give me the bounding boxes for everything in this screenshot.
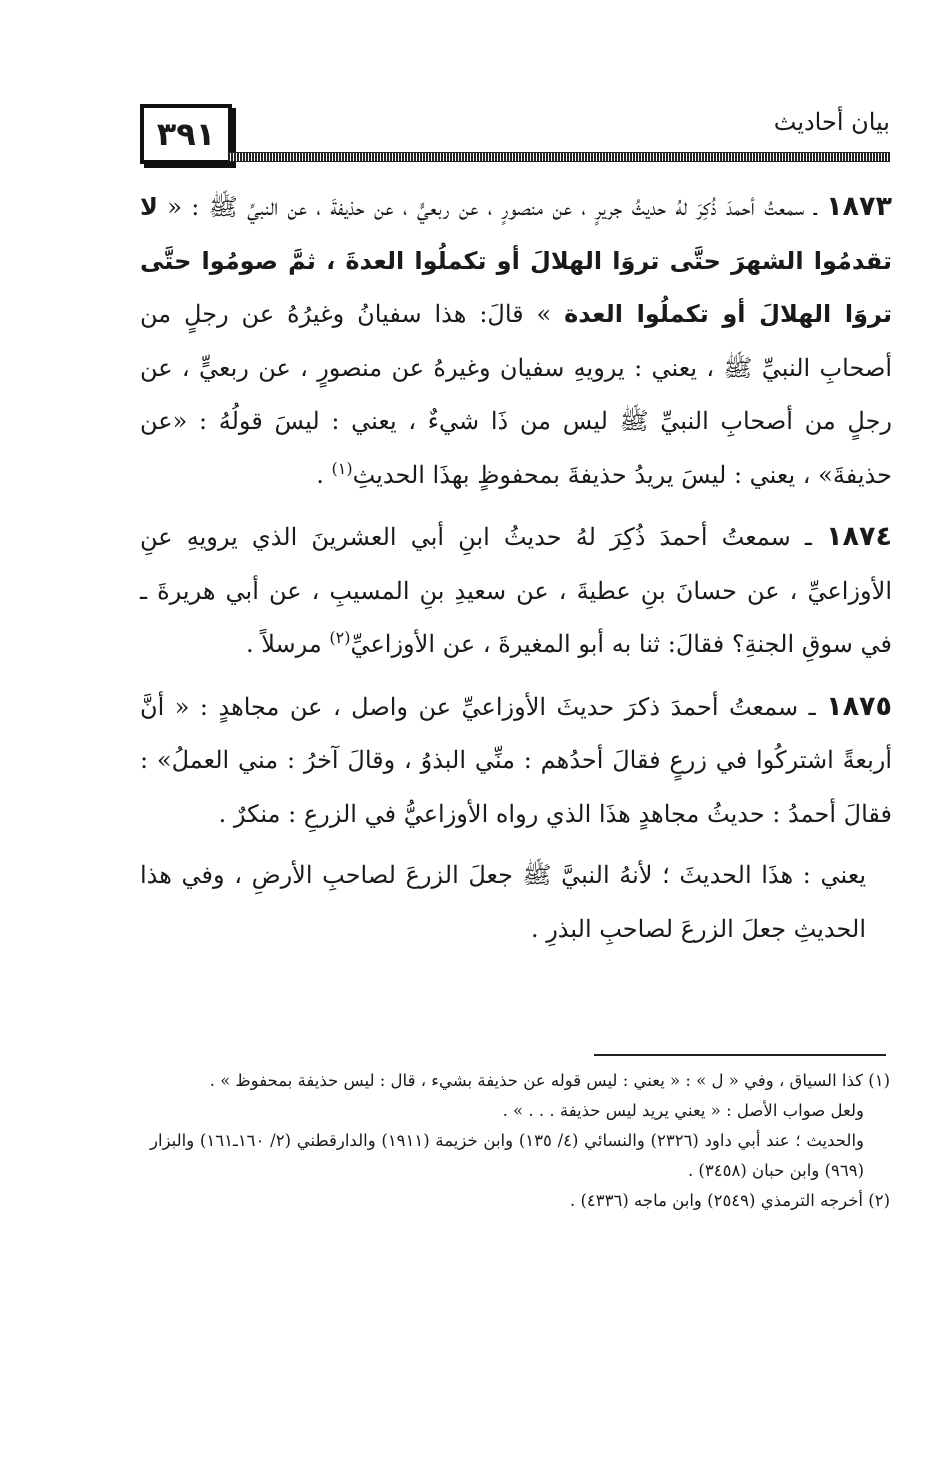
footnote-ref[interactable]: (٢) — [329, 628, 351, 647]
page-header — [140, 104, 890, 164]
entry-1873 — [140, 180, 892, 502]
main-text — [140, 180, 892, 964]
footnote-ref[interactable]: (١) — [331, 458, 353, 478]
footnote-separator — [594, 1054, 886, 1056]
footnote-1-note: ولعل صواب الأصل : « يعني يريد ليس حذيفة . . . » . — [502, 1101, 864, 1120]
entry-text: ـ سمعتُ أحمدَ ذكرَ حديثَ الأوزاعيِّ عن واصل ، عن مجاهدٍ : « أنَّ أربعةً اشتركُوا في زرعٍ فقالَ أحدُهم : منِّي البذوُ ، وقالَ آخرُ : مني العملُ» : فقالَ أحمدُ : حديثُ مجاهدٍ هذَا الذي رواه الأوزاعيُّ في الزرعِ : منكرٌ . — [140, 692, 892, 828]
page-number: ٣٩١ — [140, 104, 232, 164]
closing-paragraph: يعني : هذَا الحديثَ ؛ لأنهُ النبيَّ ﷺ جعلَ الزرعَ لصاحبِ الأرضِ ، وفي هذا الحديثِ جعلَ الزرعَ لصاحبِ البذرِ . — [140, 861, 866, 943]
entry-1874 — [140, 510, 892, 672]
footnote-2: (٢) أخرجه الترمذي (٢٥٤٩) وابن ماجه (٤٣٣٦) . — [569, 1191, 890, 1210]
header-rule — [228, 152, 890, 162]
footnote-1-references: والحديث ؛ عند أبي داود (٢٣٢٦) والنسائي (٤/ ١٣٥) وابن خزيمة (١٩١١) والدارقطني (٢/ ١٦٠ـ١٦١) والبزار (٩٦٩) وابن حبان (٣٤٥٨) . — [150, 1131, 865, 1180]
entry-text: مرسلاً . — [245, 630, 330, 658]
footnote-1: (١) كذا السياق ، وفي « ل » : « يعني : ليس قوله عن حذيفة بشيء ، قال : ليس حذيفة بمحفوظ » . — [209, 1071, 890, 1090]
entry-text: » قالَ: هذا سفيانُ وغيرُهُ عن رجلٍ من أصحابِ النبيِّ ﷺ ، يعني : يرويهِ سفيان وغيرهُ عن منصورٍ ، عن ربعيٍّ ، عن رجلٍ من أصحابِ النبيِّ ﷺ ليس من ذَا شيءٌ ، يعني : ليسَ قولُهُ : «عن حذيفةَ» ، يعني : ليسَ يريدُ حذيفةَ بمحفوظٍ بهذَا الحديثِ — [140, 300, 892, 489]
entry-text: . — [316, 460, 332, 489]
footnotes — [150, 1066, 890, 1216]
entry-text: ـ سمعتُ أحمدَ ذُكِرَ لهُ حديثُ ابنِ أبي العشرينَ الذي يرويهِ عنِ الأوزاعيِّ ، عن حسانَ بنِ عطيةَ ، عن سعيدِ بنِ المسيبِ ، عن أبي هريرةَ ـ في سوقِ الجنةِ؟ فقالَ: ثنا به أبو المغيرةَ ، عن الأوزاعيِّ — [140, 523, 892, 658]
entry-number: ١٨٧٤ — [826, 521, 892, 552]
entry-number: ١٨٧٥ — [826, 690, 893, 722]
entry-number: ١٨٧٣ — [826, 191, 892, 222]
entry-1875 — [140, 680, 892, 842]
entry-text: ـ سمعتُ أحمدَ ذُكِرَ لهُ حديثُ جريرٍ ، عن منصورٍ ، عن ربعيٍّ ، عن حذيفةَ ، عن النبيِّ ﷺ : « — [157, 193, 827, 221]
running-title: بيان أحاديث — [773, 108, 890, 136]
hadith-text: لا تقدمُوا الشهرَ حتَّى تروَا الهلالَ أو تكملُوا العدةَ ، ثمَّ صومُوا حتَّى تروَا الهلالَ أو تكملُوا العدة — [140, 193, 892, 328]
